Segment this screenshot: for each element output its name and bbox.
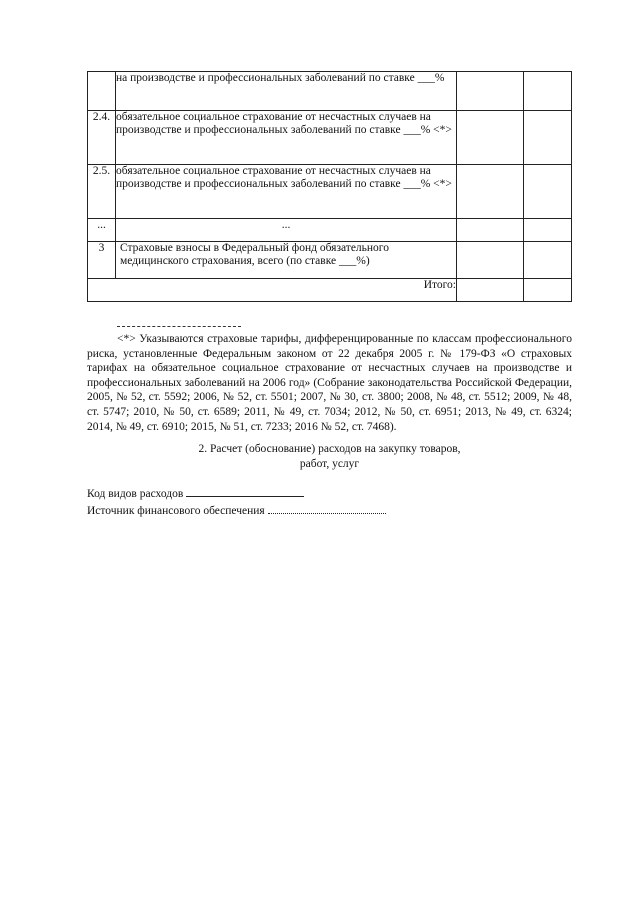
value-cell — [457, 219, 524, 242]
footnote-text: <*> Указываются страховые тарифы, дифференцированные по классам профессионального риска, установленные Федеральным законом от 22 декабря 2005 г. № 179-ФЗ «О страховых тарифах на обязательное социальное страхование от несчастных случаев на производстве и профессиональных заболеваний на 2006 год» (Собрание законодательства Российской Федерации, 2005, № 52, ст. 5592; 2006, № 52, ст. 5501; 2007, № 30, ст. 3800; 2008, № 48, ст. 5512; 2009, № 48, ст. 5747; 2010, № 50, ст. 6589; 2011, № 49, ст. 7034; 2012, № 50, ст. 6951; 2013, № 49, ст. 6324; 2014, № 49, ст. 6910; 2015, № 51, ст. 7233; 2016 № 52, ст. 7468). — [87, 333, 572, 433]
value-cell — [524, 72, 572, 111]
row-name: Страховые взносы в Федеральный фонд обязательного медицинского страхования, всего (по ставке ___%) — [116, 242, 457, 279]
total-value-cell — [524, 279, 572, 302]
table-row — [88, 72, 572, 111]
footnote-divider — [117, 326, 241, 327]
row-number — [88, 72, 116, 111]
expense-code-label: Код видов расходов — [87, 488, 184, 500]
value-cell — [457, 111, 524, 165]
table-row — [88, 219, 572, 242]
row-number: 2.5. — [88, 165, 116, 219]
value-cell — [524, 242, 572, 279]
row-number: 3 — [88, 242, 116, 279]
section-title — [87, 442, 572, 471]
value-cell — [524, 111, 572, 165]
table-row — [88, 111, 572, 165]
row-name: обязательное социальное страхование от несчастных случаев на производстве и профессиональных заболеваний по ставке ___% <*> — [116, 165, 457, 219]
total-label: Итого: — [88, 279, 457, 302]
table-row — [88, 165, 572, 219]
section-title-line: работ, услуг — [299, 457, 360, 470]
funding-source-label: Источник финансового обеспечения — [87, 504, 265, 517]
value-cell — [457, 242, 524, 279]
form-fields — [87, 485, 386, 518]
row-name: ... — [116, 219, 457, 242]
funding-source-blank — [268, 502, 386, 514]
section-title-line: 2. Расчет (обоснование) расходов на закупку товаров, — [198, 443, 461, 455]
row-name: обязательное социальное страхование от несчастных случаев на производстве и профессиональных заболеваний по ставке ___% <*> — [116, 111, 457, 165]
total-row — [88, 279, 572, 302]
total-value-cell — [457, 279, 524, 302]
funding-source-field — [87, 502, 386, 519]
value-cell — [524, 219, 572, 242]
row-number: 2.4. — [88, 111, 116, 165]
value-cell — [457, 72, 524, 111]
table-row — [88, 242, 572, 279]
insurance-rates-table — [87, 71, 572, 302]
expense-code-blank — [186, 485, 304, 497]
value-cell — [457, 165, 524, 219]
row-number: ... — [88, 219, 116, 242]
row-name: на производстве и профессиональных заболеваний по ставке ___% — [116, 72, 457, 111]
expense-code-field — [87, 485, 386, 502]
value-cell — [524, 165, 572, 219]
